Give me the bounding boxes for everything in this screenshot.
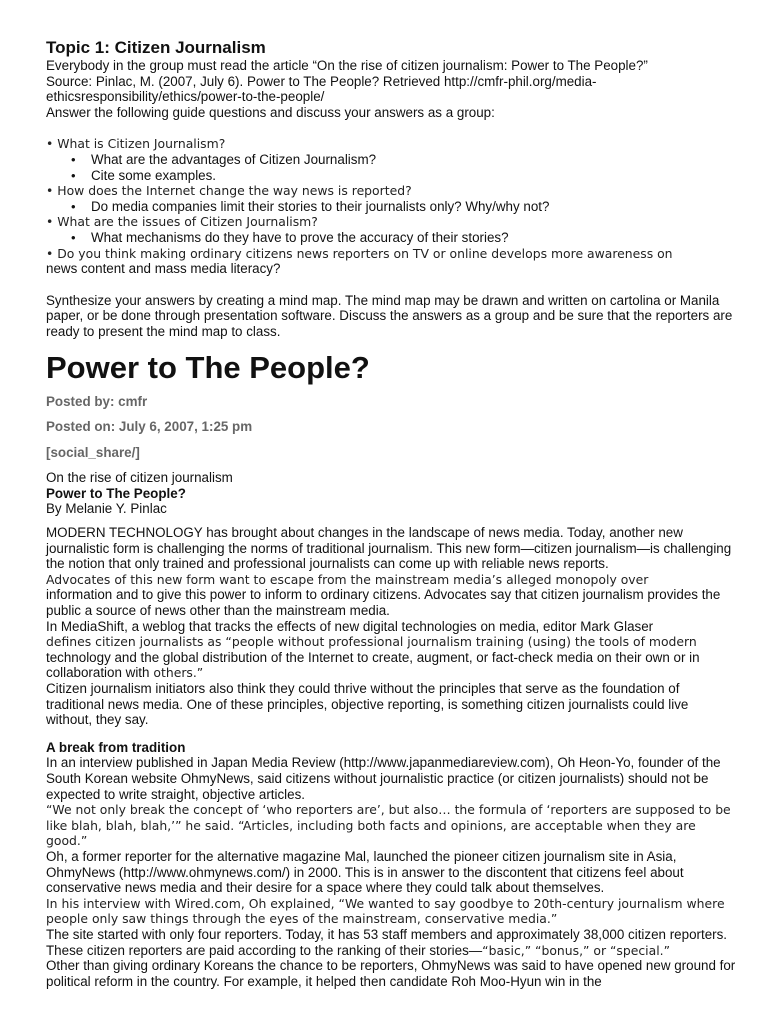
article-title: Power to The People? xyxy=(46,349,370,385)
question-1-subs xyxy=(46,152,736,183)
paragraph-5: In an interview published in Japan Media Review (http://www.japanmediareview.com), Oh Heon-Yo, founder of the South Korean website OhmyNews, said citizens without journalistic practice (or citizen journalists) should not be expected to write straight, objective articles. xyxy=(46,755,721,802)
paragraph-3-line-3: technology and the global distribution of the Internet to create, augment, or fact-check media on their own or in collaboration with xyxy=(46,649,700,681)
question-3: • What are the issues of Citizen Journalism? xyxy=(46,214,318,230)
posted-on: Posted on: July 6, 2007, 1:25 pm xyxy=(46,419,253,435)
article-byline: By Melanie Y. Pinlac xyxy=(46,501,167,517)
spacer xyxy=(46,277,736,293)
sub-question: • What mechanisms do they have to prove the accuracy of their stories? xyxy=(91,230,736,246)
paragraph-6: “We not only break the concept of ‘who reporters are’, but also… the formula of ‘reporters are supposed to be like blah, blah, blah,’” he said. “Articles, including both facts and opinions, are acceptable when they are good.” xyxy=(46,802,731,849)
social-share: [social_share/] xyxy=(46,444,140,460)
paragraph-3-end: others.” xyxy=(149,665,204,681)
paragraph-3-line-2: defines citizen journalists as “people without professional journalism training (using) the tools of modern xyxy=(46,634,697,650)
article-headline: Power to The People? xyxy=(46,485,186,501)
paragraph-4: Citizen journalism initiators also think they could thrive without the principles that serve as the foundation of traditional news media. One of these principles, objective reporting, is something citizen journalists could live without, they say. xyxy=(46,681,689,728)
document-page xyxy=(46,38,736,989)
paragraph-3-line-1: In MediaShift, a weblog that tracks the effects of new digital technologies on media, editor Mark Glaser xyxy=(46,618,654,634)
spacer xyxy=(46,517,736,525)
paragraph-2-line-1: Advocates of this new form want to escape from the mainstream media’s alleged monopoly over xyxy=(46,571,649,587)
question-4 xyxy=(46,246,736,277)
spacer xyxy=(46,120,736,136)
question-4-line-2: news content and mass media literacy? xyxy=(46,261,281,277)
question-3-subs xyxy=(46,230,736,246)
sub-question: • Do media companies limit their stories to their journalists only? Why/why not? xyxy=(91,199,736,215)
topic-title: Topic 1: Citizen Journalism xyxy=(46,38,266,57)
synthesize-instructions: Synthesize your answers by creating a mind map. The mind map may be drawn and written on cartolina or Manila paper, or be done through presentation software. Discuss the answers as a group and be sure that the reporters are ready to present the mind map to class. xyxy=(46,292,733,339)
paragraph-9-main: The site started with only four reporters. Today, it has 53 staff members and approximately 38,000 citizen reporters. These citizen reporters are paid according to the ranking of their stories— xyxy=(46,926,728,958)
paragraph-9-end: “basic,” “bonus,” or “special.” xyxy=(482,942,671,958)
intro-line: Everybody in the group must read the article “On the rise of citizen journalism: Power to The People?” xyxy=(46,58,648,73)
sub-question: • What are the advantages of Citizen Journalism? xyxy=(91,152,736,168)
source-citation: Source: Pinlac, M. (2007, July 6). Power to The People? Retrieved http://cmfr-phil.org/media-ethicsresponsibility/ethics/power-to-the-people/ xyxy=(46,73,597,105)
question-4-line-1: • Do you think making ordinary citizens news reporters on TV or online develops more awareness on xyxy=(46,245,673,261)
sub-question: • Cite some examples. xyxy=(91,168,736,184)
question-1: • What is Citizen Journalism? xyxy=(46,136,226,152)
paragraph-9 xyxy=(46,927,736,958)
paragraph-1: MODERN TECHNOLOGY has brought about changes in the landscape of news media. Today, another new journalistic form is challenging the norms of traditional journalism. This new form—citizen journalism—is challenging the notion that only trained and professional journalists can come up with reliable news reports. xyxy=(46,525,732,572)
paragraph-10: Other than giving ordinary Koreans the chance to be reporters, OhmyNews was said to have opened new ground for political reform in the country. For example, it helped then candidate Roh Moo-Hyun win in the xyxy=(46,958,736,989)
article-kicker: On the rise of citizen journalism xyxy=(46,470,233,486)
paragraph-8: In his interview with Wired.com, Oh explained, “We wanted to say goodbye to 20th-century journalism where people only saw things through the eyes of the mainstream, conservative media.” xyxy=(46,895,725,927)
posted-by: Posted by: cmfr xyxy=(46,393,148,409)
paragraph-2-rest: information and to give this power to inform to ordinary citizens. Advocates say that citizen journalism provides the public a source of news other than the mainstream media. xyxy=(46,587,721,619)
paragraph-7: Oh, a former reporter for the alternative magazine Mal, launched the pioneer citizen journalism site in Asia, OhmyNews (http://www.ohmynews.com/) in 2000. This is in answer to the discontent that citizens feel about conservative news media and their desire for a space where they could talk about themselves. xyxy=(46,848,684,896)
question-2-subs xyxy=(46,199,736,215)
section-heading: A break from tradition xyxy=(46,739,186,755)
instructions: Answer the following guide questions and discuss your answers as a group: xyxy=(46,104,495,120)
paragraph-2 xyxy=(46,572,736,619)
paragraph-3 xyxy=(46,619,736,681)
question-2: • How does the Internet change the way news is reported? xyxy=(46,183,412,199)
